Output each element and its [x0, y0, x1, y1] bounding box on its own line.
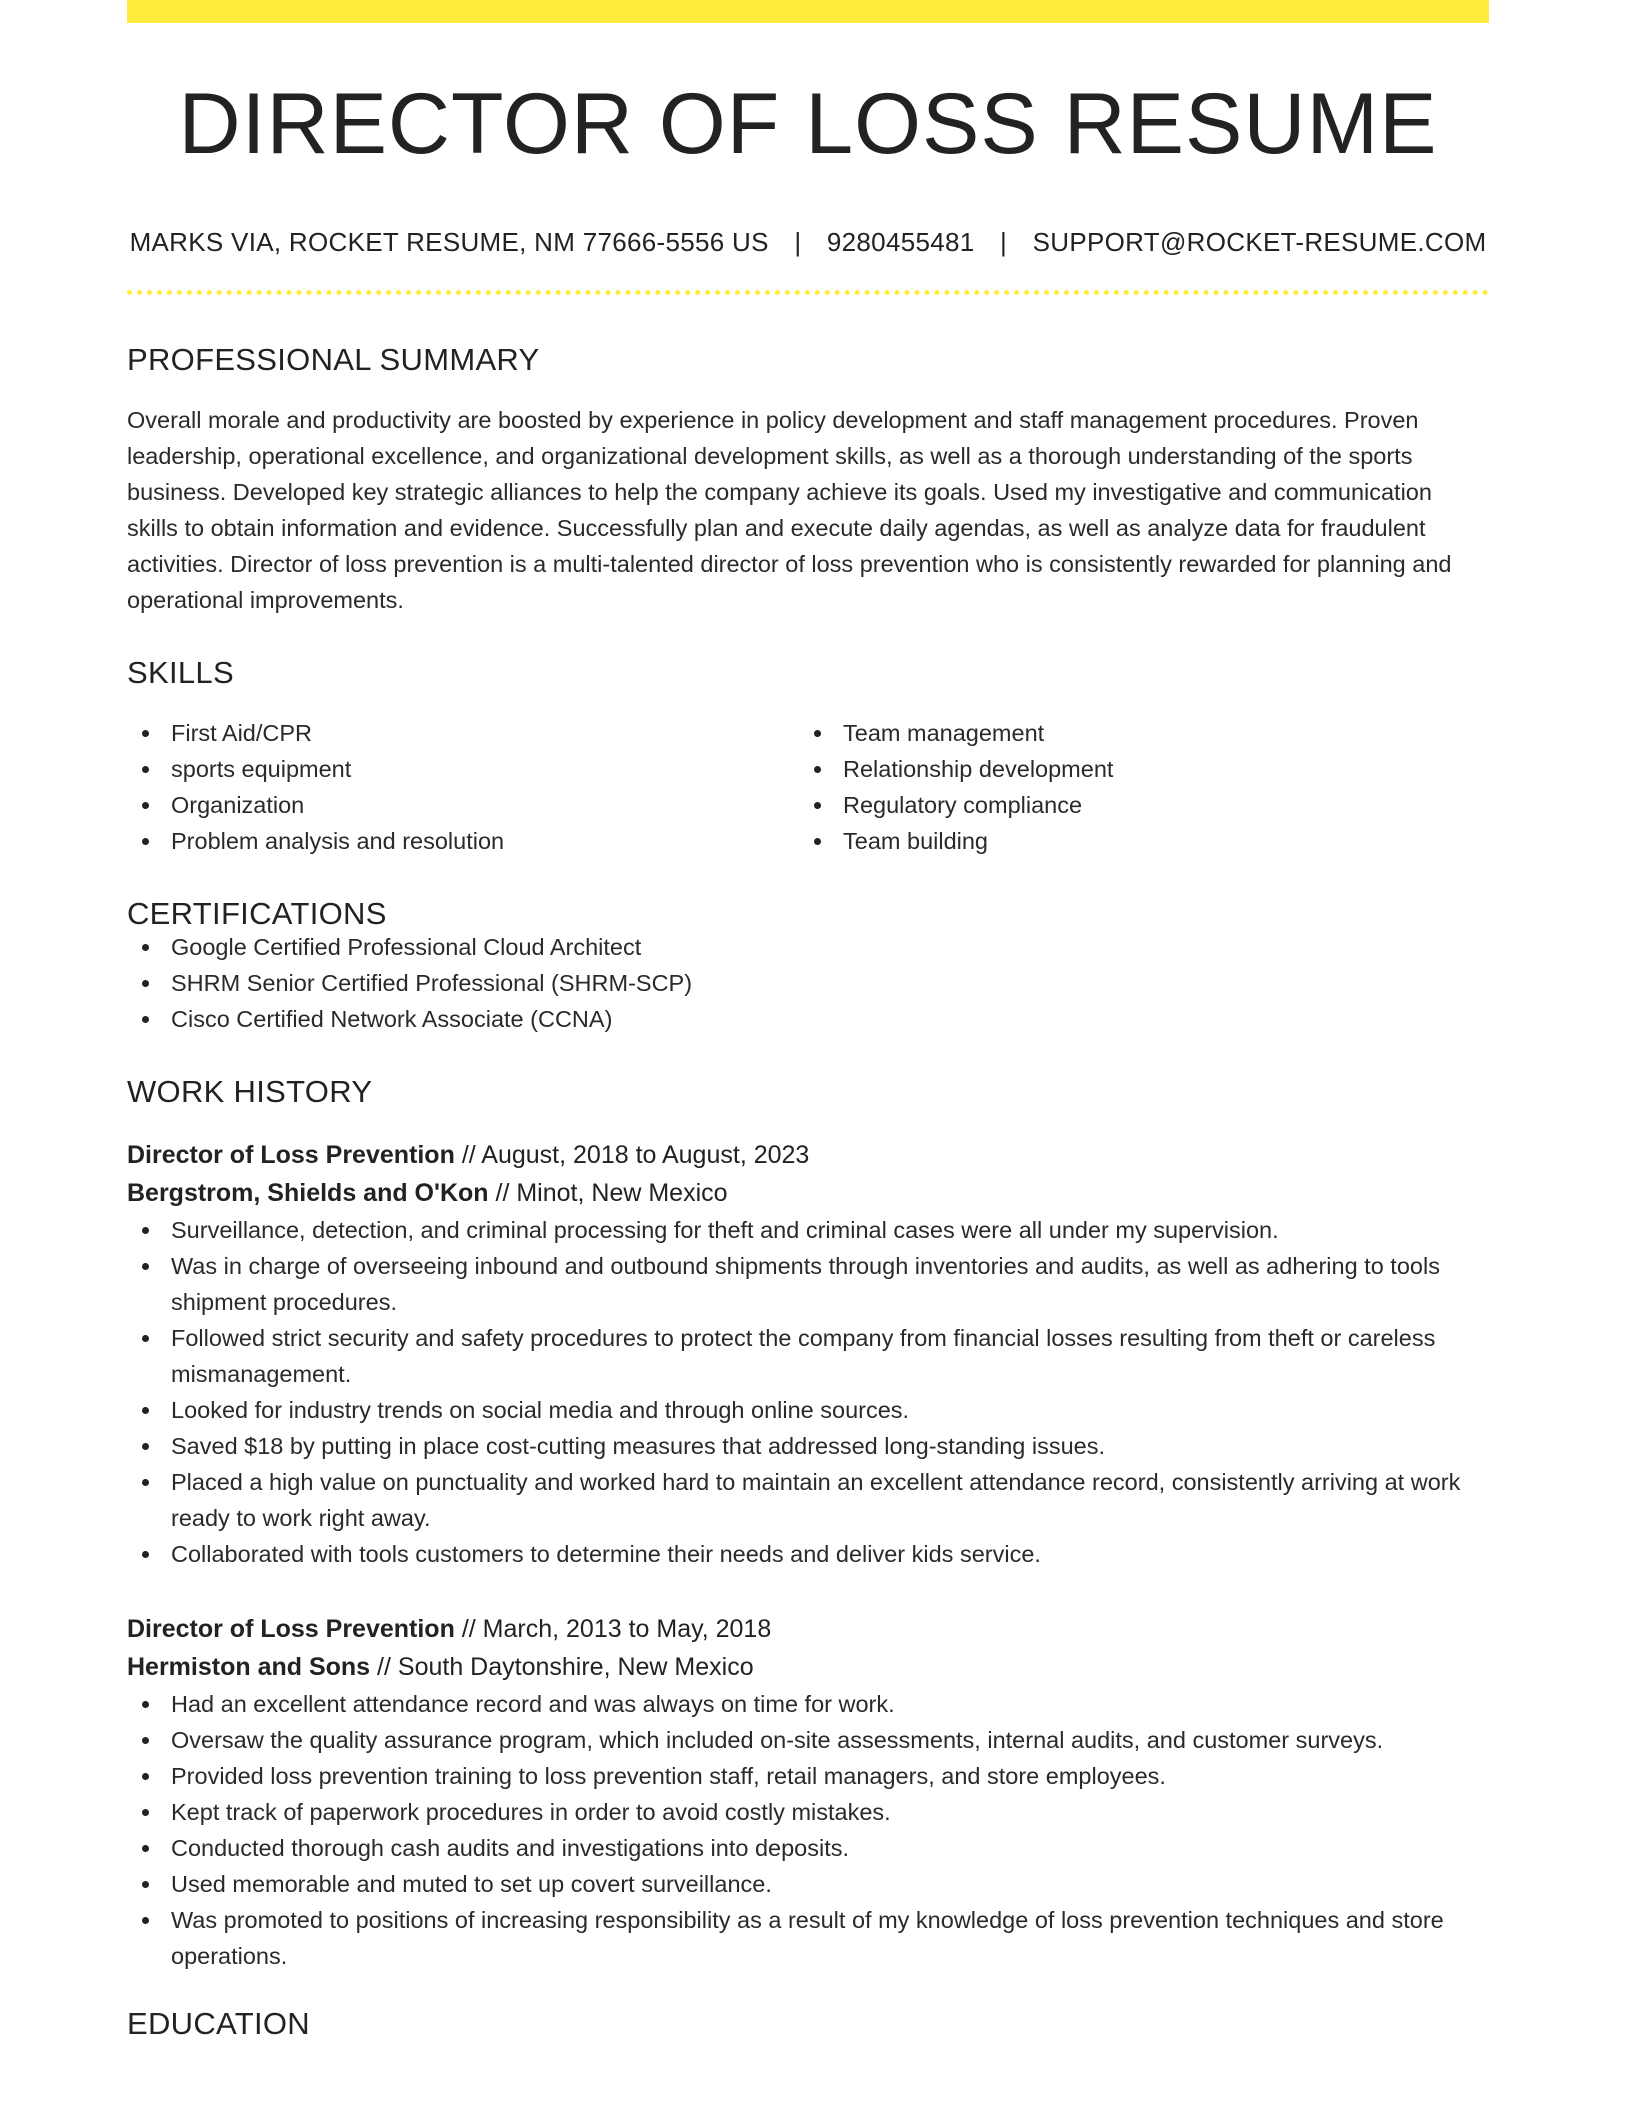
job-bullet: Followed strict security and safety procedures to protect the company from financial losses resulting from theft or careless mismanagement. — [127, 1320, 1489, 1392]
job-bullet: Surveillance, detection, and criminal processing for theft and criminal cases were all under my supervision. — [127, 1212, 1489, 1248]
job-company-line — [127, 1648, 1489, 1686]
contact-email: SUPPORT@ROCKET-RESUME.COM — [1032, 227, 1487, 257]
job-bullet: Saved $18 by putting in place cost-cutting measures that addressed long-standing issues. — [127, 1428, 1489, 1464]
job-bullet: Had an excellent attendance record and was always on time for work. — [127, 1686, 1489, 1722]
accent-top-bar — [127, 0, 1489, 23]
job-entry — [127, 1610, 1489, 1974]
skill-item: Regulatory compliance — [799, 787, 1471, 823]
summary-text: Overall morale and productivity are boosted by experience in policy development and staff management procedures. Proven leadership, operational excellence, and organizational development skills, as well as a thorough understanding of the sports business. Developed key strategic alliances to help the company achieve its goals. Used my investigative and communication skills to obtain information and evidence. Successfully plan and execute daily agendas, as well as analyze data for fraudulent activities. Director of loss prevention is a multi-talented director of loss prevention who is consistently rewarded for planning and operational improvements. — [127, 407, 1452, 614]
skill-item: Team building — [799, 823, 1471, 859]
job-location-separator: // — [495, 1179, 517, 1208]
job-entry — [127, 1136, 1489, 1572]
certifications-list — [127, 929, 1489, 1037]
skill-item: sports equipment — [127, 751, 799, 787]
contact-separator: | — [1000, 227, 1008, 257]
job-bullet: Conducted thorough cash audits and investigations into deposits. — [127, 1830, 1489, 1866]
contact-phone: 9280455481 — [826, 227, 975, 257]
contact-address: MARKS VIA, ROCKET RESUME, NM 77666-5556 US — [129, 227, 769, 257]
job-bullet: Provided loss prevention training to loss prevention staff, retail managers, and store employees. — [127, 1758, 1489, 1794]
job-company: Hermiston and Sons — [127, 1653, 371, 1682]
skill-item: Problem analysis and resolution — [127, 823, 799, 859]
job-location: Minot, New Mexico — [516, 1179, 728, 1208]
job-role: Director of Loss Prevention — [127, 1141, 455, 1170]
contact-line — [127, 227, 1489, 258]
job-bullet: Was promoted to positions of increasing responsibility as a result of my knowledge of loss prevention techniques and store operations. — [127, 1902, 1489, 1974]
skills-heading: SKILLS — [127, 655, 234, 691]
contact-separator: | — [794, 227, 802, 257]
job-role-line — [127, 1136, 1489, 1174]
job-bullet: Collaborated with tools customers to determine their needs and deliver kids service. — [127, 1536, 1489, 1572]
skill-item: Team management — [799, 715, 1471, 751]
job-dates-separator: // — [461, 1141, 482, 1170]
job-company: Bergstrom, Shields and O'Kon — [127, 1179, 489, 1208]
summary-heading: PROFESSIONAL SUMMARY — [127, 342, 540, 378]
job-bullet: Oversaw the quality assurance program, which included on-site assessments, internal audits, and customer surveys. — [127, 1722, 1489, 1758]
skill-item: Organization — [127, 787, 799, 823]
job-company-line — [127, 1174, 1489, 1212]
resume-title: DIRECTOR OF LOSS RESUME — [178, 76, 1438, 172]
skills-list-right — [799, 715, 1471, 859]
job-bullet: Placed a high value on punctuality and worked hard to maintain an excellent attendance record, consistently arriving at work ready to work right away. — [127, 1464, 1489, 1536]
certifications-heading: CERTIFICATIONS — [127, 896, 387, 932]
job-role-line — [127, 1610, 1489, 1648]
job-bullet: Looked for industry trends on social media and through online sources. — [127, 1392, 1489, 1428]
certification-item: Cisco Certified Network Associate (CCNA) — [127, 1001, 1489, 1037]
dotted-divider — [127, 290, 1489, 295]
job-bullet: Used memorable and muted to set up covert surveillance. — [127, 1866, 1489, 1902]
certification-item: SHRM Senior Certified Professional (SHRM-SCP) — [127, 965, 1489, 1001]
job-role: Director of Loss Prevention — [127, 1615, 455, 1644]
skill-item: First Aid/CPR — [127, 715, 799, 751]
job-bullet: Kept track of paperwork procedures in order to avoid costly mistakes. — [127, 1794, 1489, 1830]
skill-item: Relationship development — [799, 751, 1471, 787]
job-bullets — [127, 1686, 1489, 1974]
job-dates-separator: // — [461, 1615, 483, 1644]
job-dates: March, 2013 to May, 2018 — [482, 1615, 772, 1644]
skills-list-left — [127, 715, 799, 859]
certification-item: Google Certified Professional Cloud Architect — [127, 929, 1489, 965]
education-heading: EDUCATION — [127, 2006, 310, 2042]
job-bullet: Was in charge of overseeing inbound and outbound shipments through inventories and audits, as well as adhering to tools shipment procedures. — [127, 1248, 1489, 1320]
job-location-separator: // — [377, 1653, 398, 1682]
work-history-heading: WORK HISTORY — [127, 1074, 373, 1110]
job-location: South Daytonshire, New Mexico — [397, 1653, 754, 1682]
skills-grid — [127, 715, 1489, 859]
job-bullets — [127, 1212, 1489, 1572]
job-dates: August, 2018 to August, 2023 — [481, 1141, 810, 1170]
resume-page — [127, 0, 1489, 2042]
